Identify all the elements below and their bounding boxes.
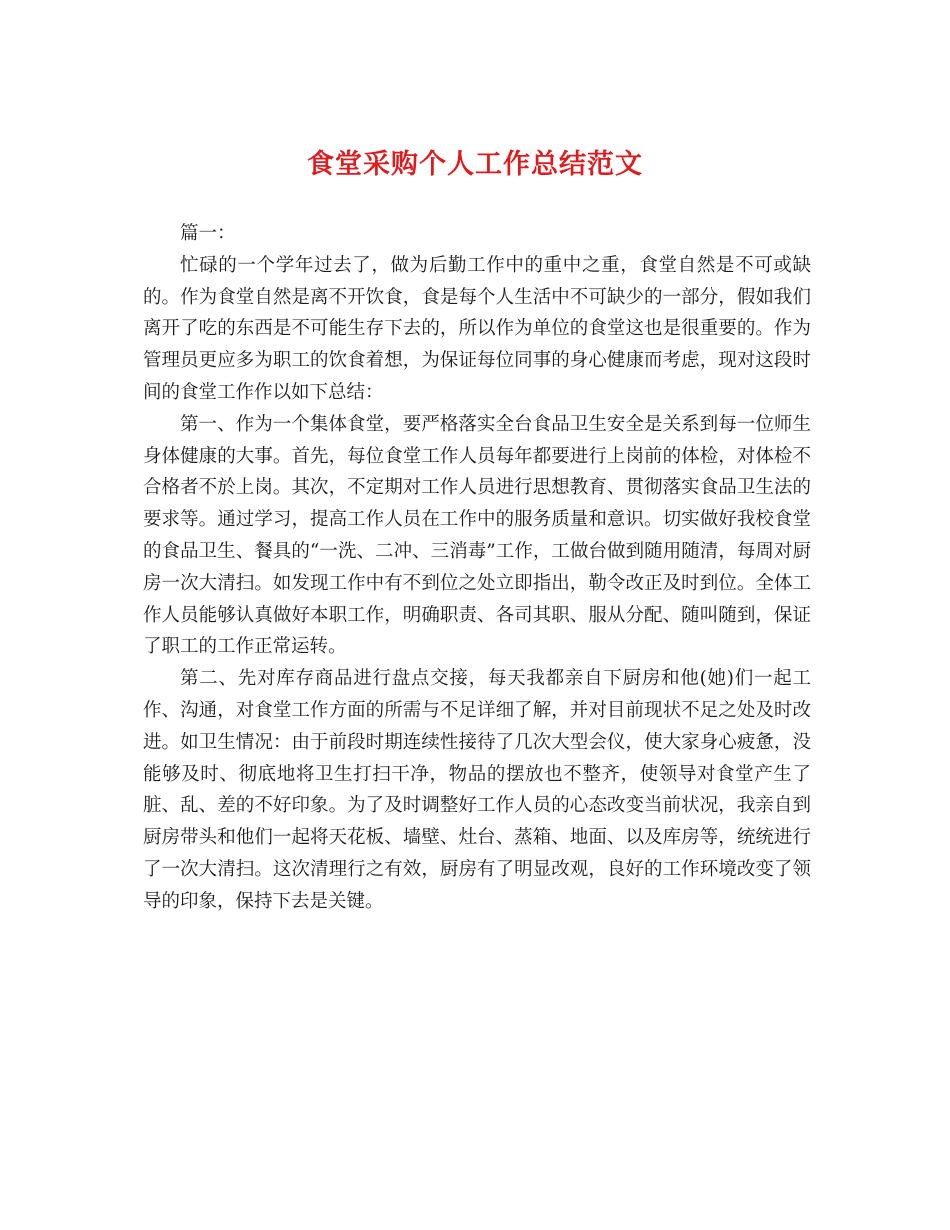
document-title: 食堂采购个人工作总结范文 — [307, 149, 643, 180]
section-heading: 篇一： — [180, 223, 236, 244]
paragraph: 第一、作为一个集体食堂，要严格落实全台食品卫生安全是关系到每一位师生身体健康的大事。首先，每位食堂工作人员每年都要进行上岗前的体检，对体检不合格者不於上岗。其次，不定期对工作人员进行思想教育、贯彻落实食品卫生法的要求等。通过学习，提高工作人员在工作中的服务质量和意识。切实做好我校食堂的食品卫生、餐具的“一洗、二冲、三消毒”工作，工做台做到随用随清，每周对厨房一次大清扫。如发现工作中有不到位之处立即指出，勒令改正及时到位。全体工作人员能够认真做好本职工作，明确职责、各司其职、服从分配、随叫随到，保证了职工的工作正常运转。 — [143, 413, 811, 658]
paragraph: 第二、先对库存商品进行盘点交接，每天我都亲自下厨房和他(她)们一起工作、沟通，对食堂工作方面的所需与不足详细了解，并对目前现状不足之处及时改进。如卫生情况：由于前段时期连续性接待了几次大型会仪，使大家身心疲惫，没能够及时、彻底地将卫生打扫干净，物品的摆放也不整齐，使领导对食堂产生了脏、乱、差的不好印象。为了及时调整好工作人员的心态改变当前状况，我亲自到厨房带头和他们一起将天花板、墙壁、灶台、蒸箱、地面、以及库房等，统统进行了一次大清扫。这次清理行之有效，厨房有了明显改观，良好的工作环境改变了领导的印象，保持下去是关键。 — [143, 668, 811, 912]
paragraph: 忙碌的一个学年过去了，做为后勤工作中的重中之重，食堂自然是不可或缺的。作为食堂自然是离不开饮食，食是每个人生活中不可缺少的一部分，假如我们离开了吃的东西是不可能生存下去的，所以作为单位的食堂这也是很重要的。作为管理员更应多为职工的饮食着想，为保证每位同事的身心健康而考虑，现对这段时间的食堂工作作以如下总结： — [143, 254, 811, 403]
document-body — [143, 218, 811, 918]
